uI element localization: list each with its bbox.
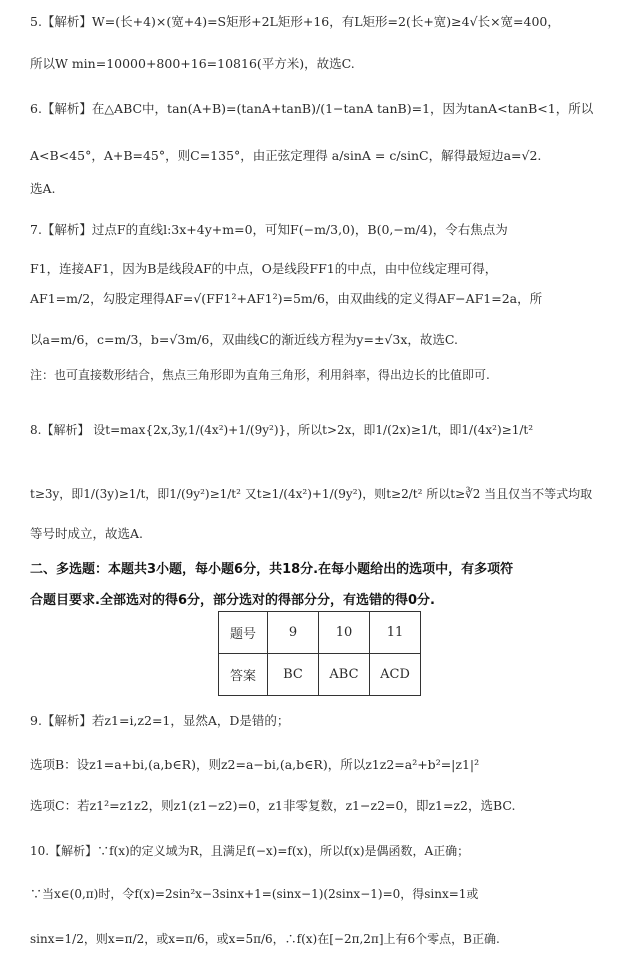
text-line: 8.【解析】 设t=max{2x,3y,1/(4x²)+1/(9y²)}，所以t>2x，即1/(2x)≥1/t，即1/(4x²)≥1/t² (30, 423, 534, 437)
text-line: A<B<45°，A+B=45°，则C=135°，由正弦定理得 a/sinA = c/sinC，解得最短边a=√2. (30, 148, 542, 163)
text-line: F1，连接AF1，因为B是线段AF的中点，O是线段FF1的中点，由中位线定理可得， (30, 261, 498, 276)
table-cell: ABC (319, 654, 370, 696)
text-line: 选项C：若z1²=z1z2，则z1(z1−z2)=0，z1非零复数，z1−z2=0，即z1=z2，选BC. (30, 798, 516, 813)
table-header-cell: 答案 (219, 654, 268, 696)
text-line: 5.【解析】W=(长+4)×(宽+4)=S矩形+2L矩形+16，有L矩形=2(长+宽)≥4√长×宽=400， (30, 14, 560, 29)
table-header-cell: 题号 (219, 612, 268, 654)
text-line: AF1=m/2，勾股定理得AF=√(FF1²+AF1²)=5m/6，由双曲线的定义得AF−AF1=2a，所 (30, 291, 543, 306)
text-line: 9.【解析】若z1=i,z2=1，显然A，D是错的； (30, 713, 290, 728)
text-line: 选项B：设z1=a+bi,(a,b∈R)，则z2=a−bi,(a,b∈R)，所以z1z2=a²+b²=|z1|² (30, 757, 480, 772)
text-line: t≥3y，即1/(3y)≥1/t，即1/(9y²)≥1/t² 又t≥1/(4x²)+1/(9y²)，则t≥2/t² 所以t≥∛2 当且仅当不等式均取 (30, 487, 593, 501)
text-line: 等号时成立，故选A. (30, 526, 144, 541)
table-cell: 10 (319, 612, 370, 654)
text-line: sinx=1/2，则x=π/2，或x=π/6，或x=5π/6，∴f(x)在[−2π,2π]上有6个零点，B正确. (30, 932, 500, 946)
section-heading: 合题目要求.全部选对的得6分，部分选对的得部分分，有选错的得0分. (30, 593, 435, 608)
text-line: 7.【解析】过点F的直线l:3x+4y+m=0，可知F(−m/3,0)，B(0,−m/4)，令右焦点为 (30, 222, 508, 237)
table-cell: 11 (370, 612, 421, 654)
text-line: 选A. (30, 181, 56, 196)
text-line: 以a=m/6，c=m/3，b=√3m/6，双曲线C的渐近线方程为y=±√3x，故选C. (30, 332, 458, 347)
text-line: 所以W min=10000+800+16=10816(平方米)，故选C. (30, 56, 355, 71)
table-cell: BC (268, 654, 319, 696)
text-line: ∵当x∈(0,π)时，令f(x)=2sin²x−3sinx+1=(sinx−1)(2sinx−1)=0，得sinx=1或 (30, 887, 479, 901)
text-line: 6.【解析】在△ABC中，tan(A+B)=(tanA+tanB)/(1−tanA tanB)=1，因为tanA<tanB<1，所以 (30, 101, 594, 116)
answer-table (218, 611, 421, 696)
table-row (219, 654, 421, 696)
table-cell: 9 (268, 612, 319, 654)
table-row (219, 612, 421, 654)
section-heading: 二、多选题：本题共3小题，每小题6分，共18分.在每小题给出的选项中，有多项符 (30, 562, 514, 577)
text-line: 10.【解析】∵f(x)的定义域为R，且满足f(−x)=f(x)，所以f(x)是偶函数，A正确； (30, 844, 470, 858)
table-cell: ACD (370, 654, 421, 696)
note-line: 注：也可直接数形结合，焦点三角形即为直角三角形，利用斜率，得出边长的比值即可. (30, 368, 490, 382)
